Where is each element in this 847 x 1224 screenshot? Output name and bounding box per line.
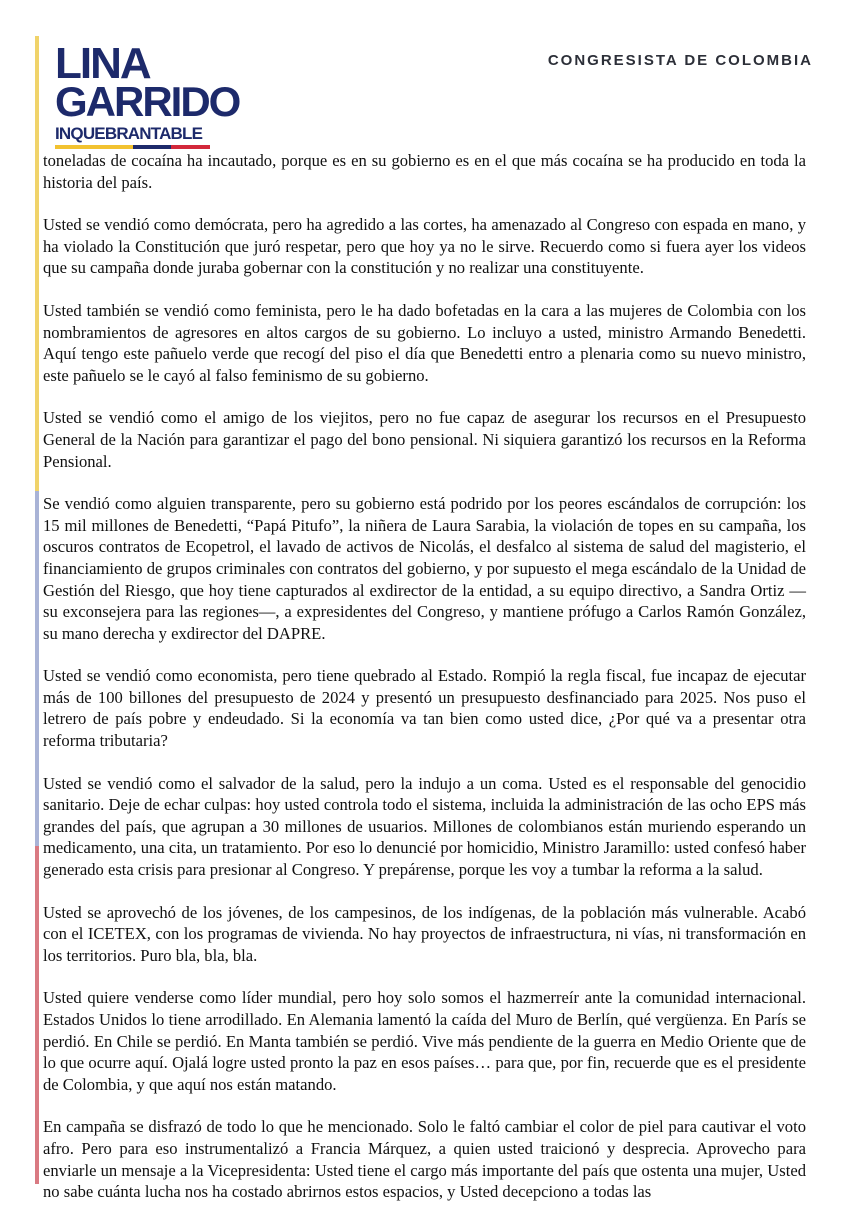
logo-tagline: INQUEBRANTABLE [55,124,203,143]
paragraph: Usted también se vendió como feminista, pero le ha dado bofetadas en la cara a las mujeres de Colombia con los nombramientos de agresores en altos cargos de su gobierno. Lo incluyo a usted, ministro Armando Benedetti. Aquí tengo este pañuelo verde que recogí del piso el día que Benedetti entro a plenaria como su nuevo ministro, este pañuelo se le cayó al falso feminismo de su gobierno. [43,300,806,385]
paragraph: En campaña se disfrazó de todo lo que he mencionado. Solo le faltó cambiar el color de piel para cautivar el voto afro. Pero para eso instrumentalizó a Francia Márquez, a quien usted traicionó y desprecia. Aprovecho para enviarle un mensaje a la Vicepresidenta: Usted tiene el cargo más importante del país que ostenta una mujer, Usted no sabe cuánta lucha nos ha costado abrirnos estos espacios, y Usted decepciono a todas las [43,1117,806,1202]
paragraph: Usted se vendió como demócrata, pero ha agredido a las cortes, ha amenazado al Congreso con espada en mano, y ha violado la Constitución que juró respetar, pero que hoy ya no le sirve. Recuerdo como si fuera ayer los videos que su campaña donde juraba gobernar con la constitución y no realizar una constituyente. [43,215,806,278]
margin-stripe-red [35,846,39,1184]
paragraph: Usted se vendió como el salvador de la salud, pero la indujo a un coma. Usted es el responsable del genocidio sanitario. Deje de echar culpas: hoy usted controla todo el sistema, incluida la administración de las ocho EPS más grandes del país, que agrupan a 30 millones de usuarios. Millones de colombianos están muriendo esperando un medicamento, una cita, un tratamiento. Por eso lo denuncié por homicidio, Ministro Jaramillo: usted confesó haber generado esta crisis para presionar al Congreso. Y prepárense, porque les voy a tumbar la reforma a la salud. [43,773,806,880]
paragraph: Usted se vendió como economista, pero tiene quebrado al Estado. Rompió la regla fiscal, fue incapaz de ejecutar más de 100 billones del presupuesto de 2024 y presentó un presupuesto desfinanciado para 2025. Nos puso el letrero de país pobre y endeudado. Si la economía va tan bien como usted dice, ¿Por qué va a presentar otra reforma tributaria? [43,666,806,751]
paragraph: Usted quiere venderse como líder mundial, pero hoy solo somos el hazmerreír ante la comunidad internacional. Estados Unidos lo tiene arrodillado. En Alemania lamentó la caída del Muro de Berlín, qué vergüenza. En París se perdió. En Chile se perdió. En Manta también se perdió. Vive más pendiente de la guerra en Medio Oriente que de lo que ocurre aquí. Ojalá logre usted pronto la paz en esos países… para que, por fin, recuerde que es el presidente de Colombia, y que aquí nos están matando. [43,988,806,1094]
logo-line-first-name: LINA [55,39,150,88]
tricolor-blue [133,145,172,149]
logo-line-last-name: GARRIDO [55,78,240,125]
paragraph: Usted se vendió como el amigo de los viejitos, pero no fue capaz de asegurar los recursos en el Presupuesto General de la Nación para garantizar el pago del bono pensional. Ni siquiera garantizó los recursos en la Reforma Pensional. [43,408,806,471]
tricolor-red [171,145,210,149]
header-title: CONGRESISTA DE COLOMBIA [547,52,813,69]
paragraph: Usted se aprovechó de los jóvenes, de los campesinos, de los indígenas, de la población más vulnerable. Acabó con el ICETEX, con los programas de vivienda. No hay proyectos de infraestructura, ni vías, ni transformación en los territorios. Puro bla, bla, bla. [43,902,806,965]
margin-stripe-blue [35,491,39,846]
tricolor-bar [55,145,210,149]
margin-stripe-yellow [35,36,39,491]
document-body [43,150,806,1224]
paragraph: toneladas de cocaína ha incautado, porque es en su gobierno es en el que más cocaína se ha producido en toda la historia del país. [43,151,806,192]
paragraph: Se vendió como alguien transparente, pero su gobierno está podrido por los peores escándalos de corrupción: los 15 mil millones de Benedetti, “Papá Pitufo”, la niñera de Laura Sarabia, la violación de topes en su campaña, los oscuros contratos de Ecopetrol, el lavado de activos de Nicolás, el desfalco al sistema de salud del magisterio, el financiamiento de grupos criminales con contratos del gobierno, y por supuesto el mega escándalo de la Unidad de Gestión del Riesgo, que hoy tiene capturados al exdirector de la entidad, a su equipo directivo, a Sandra Ortiz —su exconsejera para las regiones—, a expresidentes del Congreso, y mantiene prófugo a Carlos Ramón González, su mano derecha y exdirector del DAPRE. [43,494,806,643]
tricolor-yellow [55,145,133,149]
logo [55,39,240,149]
